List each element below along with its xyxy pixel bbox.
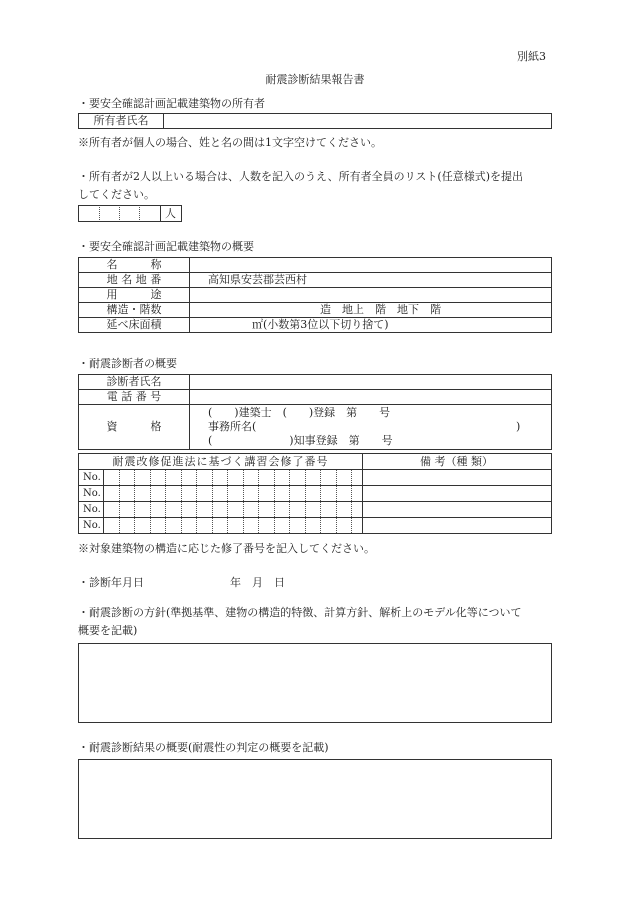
- building-floor-area-field[interactable]: ㎡(小数第3位以下切り捨て): [190, 318, 552, 333]
- result-textarea[interactable]: [78, 759, 552, 839]
- building-table: [78, 257, 552, 333]
- building-address-label: 地 名 地 番: [79, 273, 190, 288]
- digit-separator: [289, 470, 290, 533]
- building-name-field[interactable]: [190, 258, 552, 273]
- no-label-4: No.: [83, 520, 101, 531]
- owner-note: ※所有者が個人の場合、姓と名の間は1文字空けてください。: [78, 136, 382, 149]
- building-heading: ・要安全確認計画記載建築物の概要: [78, 240, 254, 253]
- no-label-2: No.: [83, 488, 101, 499]
- qualification-line-2-end: ): [516, 420, 521, 433]
- digit-separator: [134, 470, 135, 533]
- digit-separator: [181, 470, 182, 533]
- digit-separator: [258, 470, 259, 533]
- course-number-table: [78, 453, 552, 534]
- diagnostician-name-label: 診断者氏名: [79, 375, 190, 390]
- diagnosis-date-label: ・診断年月日: [78, 576, 144, 589]
- digit-separator: [305, 470, 306, 533]
- owner-name-field[interactable]: [164, 114, 552, 129]
- phone-label: 電 話 番 号: [79, 390, 190, 405]
- building-address-field[interactable]: 高知県安芸郡芸西村: [190, 273, 552, 288]
- result-heading: ・耐震診断結果の概要(耐震性の判定の概要を記載): [78, 741, 329, 754]
- digit-separator: [243, 470, 244, 533]
- course-footnote: ※対象建築物の構造に応じた修了番号を記入してください。: [78, 542, 375, 555]
- no-label-3: No.: [83, 504, 101, 515]
- qualification-label: 資 格: [79, 405, 190, 450]
- no-label-1: No.: [83, 472, 101, 483]
- digit-separator: [227, 470, 228, 533]
- owner-count-field[interactable]: [78, 205, 182, 222]
- owner-count-unit: 人: [165, 207, 176, 220]
- appendix-label: 別紙3: [517, 50, 546, 63]
- digit-separator: [274, 470, 275, 533]
- diagnostician-table: [78, 374, 552, 450]
- owner-name-label: 所有者氏名: [79, 114, 164, 129]
- digit-separator: [196, 470, 197, 533]
- phone-field[interactable]: [190, 390, 552, 405]
- building-use-label: 用 途: [79, 288, 190, 303]
- qualification-line-1: ( )建築士 ( )登録 第 号: [208, 406, 391, 419]
- digit-separator: [150, 470, 151, 533]
- policy-heading-1: ・耐震診断の方針(準拠基準、建物の構造的特徴、計算方針、解析上のモデル化等について: [78, 606, 522, 619]
- qualification-field[interactable]: [190, 405, 552, 450]
- digit-separator: [351, 470, 352, 533]
- qualification-line-2: 事務所名(: [208, 420, 257, 433]
- owner-table: [78, 113, 552, 129]
- building-structure-field[interactable]: 造 地上 階 地下 階: [190, 303, 552, 318]
- building-name-label: 名 称: [79, 258, 190, 273]
- owner-heading: ・要安全確認計画記載建築物の所有者: [78, 97, 265, 110]
- course-number-header: 耐震改修促進法に基づく講習会修了番号: [112, 455, 329, 468]
- digit-separator: [336, 470, 337, 533]
- digit-separator: [320, 470, 321, 533]
- building-floor-area-label: 延べ床面積: [79, 318, 190, 333]
- building-use-field[interactable]: [190, 288, 552, 303]
- multi-owner-note-1: ・所有者が2人以上いる場合は、人数を記入のうえ、所有者全員のリスト(任意様式)を提出: [78, 170, 524, 183]
- multi-owner-note-2: してください。: [78, 188, 155, 201]
- diagnostician-name-field[interactable]: [190, 375, 552, 390]
- digit-separator: [119, 470, 120, 533]
- digit-separator: [165, 470, 166, 533]
- diagnosis-date-field[interactable]: 年 月 日: [230, 576, 285, 589]
- diagnostician-heading: ・耐震診断者の概要: [78, 357, 177, 370]
- qualification-line-3: ( )知事登録 第 号: [208, 434, 393, 447]
- building-structure-label: 構造・階数: [79, 303, 190, 318]
- policy-heading-2: 概要を記載): [78, 624, 138, 637]
- remarks-header: 備 考（種 類）: [420, 455, 493, 468]
- digit-separator: [212, 470, 213, 533]
- document-title: 耐震診断結果報告書: [265, 73, 365, 86]
- policy-textarea[interactable]: [78, 643, 552, 723]
